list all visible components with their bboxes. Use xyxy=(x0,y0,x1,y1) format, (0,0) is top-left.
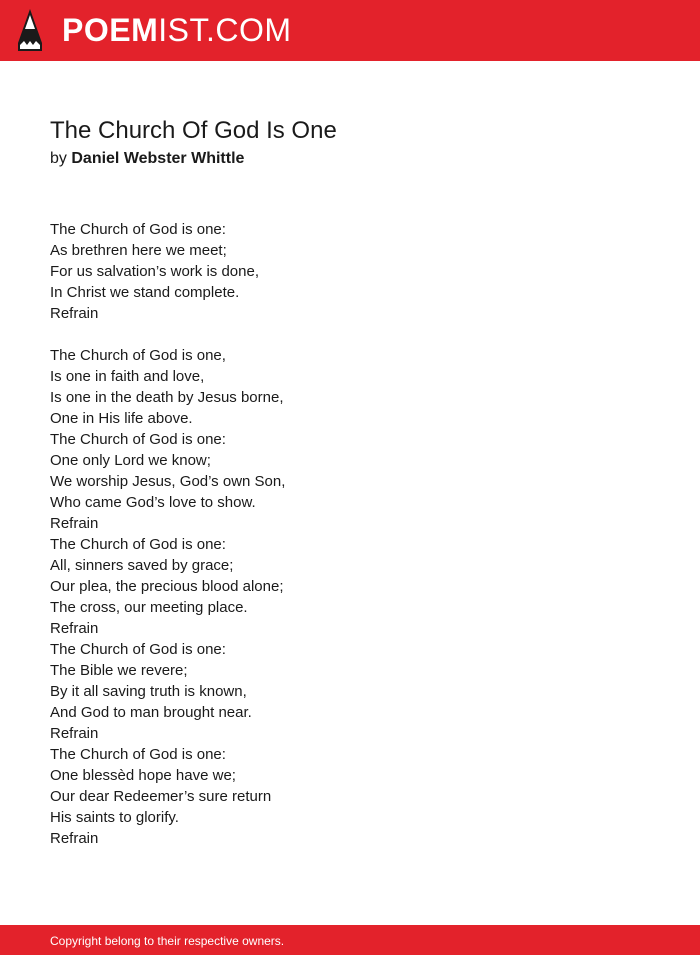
poem-line: One only Lord we know; xyxy=(50,452,211,469)
poem-line: By it all saving truth is known, xyxy=(50,683,247,700)
byline xyxy=(50,149,244,169)
poem-line: His saints to glorify. xyxy=(50,809,179,826)
poem-line: All, sinners saved by grace; xyxy=(50,557,234,574)
poem-line: Is one in the death by Jesus borne, xyxy=(50,389,284,406)
poem-line: We worship Jesus, God’s own Son, xyxy=(50,473,286,490)
poem-line: Is one in faith and love, xyxy=(50,368,205,385)
poem-line: Refrain xyxy=(50,515,99,532)
poem-line: The Church of God is one: xyxy=(50,221,226,238)
poem-line: Who came God’s love to show. xyxy=(50,494,256,511)
pencil-icon xyxy=(17,9,43,51)
poem-line: Refrain xyxy=(50,725,99,742)
copyright-text: Copyright belong to their respective owners. xyxy=(50,934,285,948)
stanza xyxy=(50,219,650,324)
poem-line: And God to man brought near. xyxy=(50,704,252,721)
poem-line: Refrain xyxy=(50,830,99,847)
poem-title: The Church Of God Is One xyxy=(50,117,337,144)
poem-line: Refrain xyxy=(50,305,99,322)
poem-body xyxy=(50,219,650,870)
poem-line: Our dear Redeemer’s sure return xyxy=(50,788,272,805)
poem-line: The Church of God is one: xyxy=(50,641,226,658)
poem-line: As brethren here we meet; xyxy=(50,242,227,259)
site-logo[interactable] xyxy=(62,12,292,48)
poem-line: One blessèd hope have we; xyxy=(50,767,236,784)
poem-line: The Church of God is one: xyxy=(50,431,226,448)
poem-line: The Church of God is one, xyxy=(50,347,226,364)
poem-line: One in His life above. xyxy=(50,410,193,427)
by-label: by xyxy=(50,150,67,167)
poem-line: Refrain xyxy=(50,620,99,637)
poem-line: The Bible we revere; xyxy=(50,662,188,679)
poem-line: The Church of God is one: xyxy=(50,746,226,763)
stanza xyxy=(50,345,650,849)
logo-light-text: IST.COM xyxy=(158,12,292,48)
site-footer xyxy=(0,925,700,955)
poem-line: The Church of God is one: xyxy=(50,536,226,553)
logo-bold-text: POEM xyxy=(62,12,159,48)
site-header xyxy=(0,0,700,61)
poem-line: In Christ we stand complete. xyxy=(50,284,240,301)
poem-line: For us salvation’s work is done, xyxy=(50,263,259,280)
poem-line: Our plea, the precious blood alone; xyxy=(50,578,284,595)
author-name: Daniel Webster Whittle xyxy=(71,150,245,167)
poem-line: The cross, our meeting place. xyxy=(50,599,248,616)
